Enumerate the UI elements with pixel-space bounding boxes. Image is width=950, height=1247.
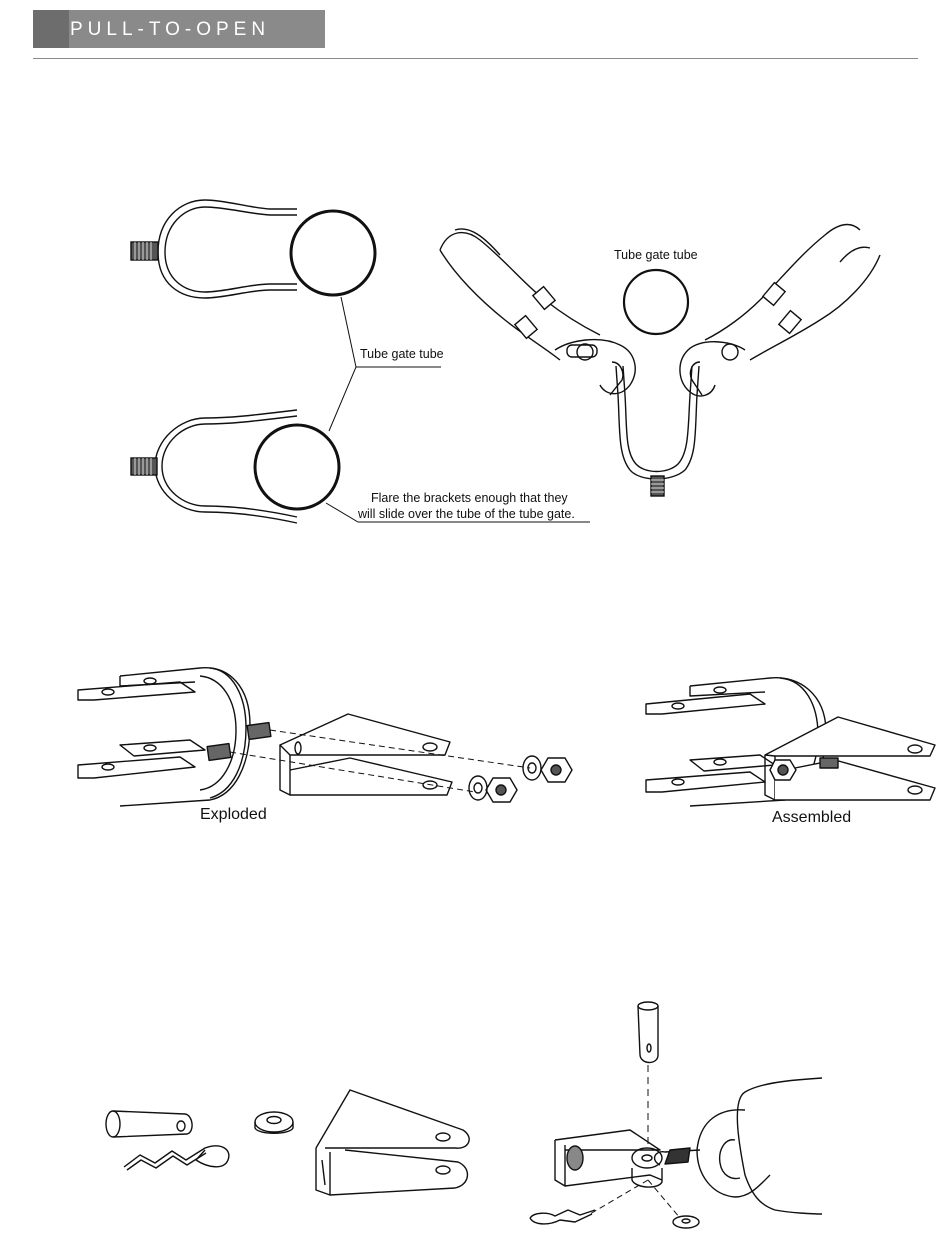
flare-instruction-line2: will slide over the tube of the tube gate.	[358, 507, 575, 521]
hitch-pin-clip	[124, 1146, 229, 1170]
assembled-label: Assembled	[772, 809, 852, 826]
clevis-bracket-assembled	[555, 1130, 662, 1187]
exploded-label: Exploded	[200, 806, 267, 823]
hitch-pin-clip-bottom	[530, 1210, 595, 1224]
cylinder-assembly	[655, 1078, 822, 1214]
tube-callout-label: Tube gate tube	[360, 347, 444, 361]
page-title: PULL-TO-OPEN	[70, 19, 271, 40]
clevis-pin-vertical	[638, 1002, 658, 1063]
flare-instruction-line1: Flare the brackets enough that they	[371, 491, 568, 505]
pliers-tube-label: Tube gate tube	[614, 248, 698, 262]
flat-washer	[255, 1112, 293, 1133]
flat-washer-bottom	[673, 1216, 699, 1228]
clevis-pin	[106, 1111, 192, 1137]
plate-bracket	[316, 1090, 469, 1195]
